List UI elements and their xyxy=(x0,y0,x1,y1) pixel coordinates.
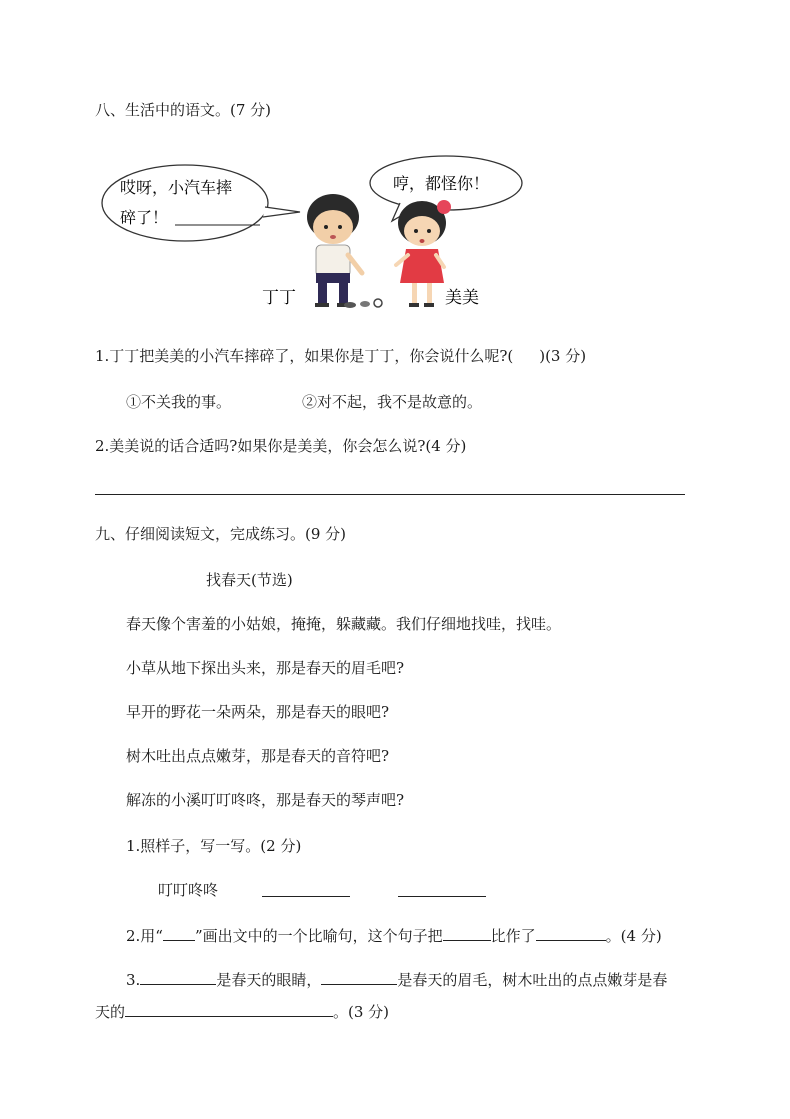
ex3-blank-2[interactable] xyxy=(321,970,397,985)
passage-paragraph-3: 早开的野花一朵两朵，那是春天的眼吧? xyxy=(126,703,390,721)
exercise1-blank-1[interactable] xyxy=(262,882,350,897)
boy-speech-bubble xyxy=(102,165,300,241)
dialogue-illustration xyxy=(100,155,530,315)
exercise2 xyxy=(126,926,662,946)
ex2-underline-sample xyxy=(163,926,195,941)
girl-name-label: 美美 xyxy=(445,288,479,308)
q1-option-1[interactable]: ①不关我的事。 xyxy=(126,393,232,411)
ex2-part2: ”画出文中的一个比喻句，这个句子把 xyxy=(194,927,443,945)
exercise3-line2 xyxy=(95,1002,389,1022)
ex2-part4: 。(4 分) xyxy=(605,927,662,945)
exercise3-line1 xyxy=(126,970,667,990)
ex3-part2: 是春天的眼睛， xyxy=(216,971,322,989)
ex2-part1: 2.用“ xyxy=(126,927,163,945)
q2-answer-line[interactable] xyxy=(95,494,685,495)
ex3-line2-part2: 。(3 分) xyxy=(333,1003,390,1021)
q1-text-end: )(3 分) xyxy=(539,347,587,365)
boy-figure xyxy=(307,194,362,307)
broken-toy-car xyxy=(344,299,382,308)
section8-question1 xyxy=(95,346,586,366)
ex2-blank-2[interactable] xyxy=(536,926,606,941)
ex3-blank-3[interactable] xyxy=(125,1002,333,1017)
passage-paragraph-4: 树木吐出点点嫩芽，那是春天的音符吧? xyxy=(126,747,390,765)
section9-heading: 九、仔细阅读短文，完成练习。(9 分) xyxy=(95,525,347,543)
ex3-line2-part1: 天的 xyxy=(95,1003,126,1021)
passage-paragraph-2: 小草从地下探出头来，那是春天的眉毛吧? xyxy=(126,659,405,677)
q1-text: 1.丁丁把美美的小汽车摔碎了，如果你是丁丁，你会说什么呢?( xyxy=(95,347,514,365)
ex3-part3: 是春天的眉毛，树木吐出的点点嫩芽是春 xyxy=(397,971,668,989)
ex3-part1: 3. xyxy=(126,971,141,989)
passage-paragraph-5: 解冻的小溪叮叮咚咚，那是春天的琴声吧? xyxy=(126,791,405,809)
exercise1-label: 1.照样子，写一写。(2 分) xyxy=(126,837,302,855)
boy-bubble-line2: 碎了！ xyxy=(120,208,169,227)
ex2-blank-1[interactable] xyxy=(443,926,491,941)
ex3-blank-1[interactable] xyxy=(140,970,216,985)
boy-bubble-line1: 哎呀，小汽车摔 xyxy=(120,178,233,197)
girl-bubble-text: 哼，都怪你！ xyxy=(393,174,490,193)
girl-figure xyxy=(396,200,451,307)
section8-question2: 2.美美说的话合适吗?如果你是美美，你会怎么说?(4 分) xyxy=(95,437,467,455)
boy-name-label: 丁丁 xyxy=(262,288,296,308)
ex2-part3: 比作了 xyxy=(490,927,536,945)
passage-paragraph-1: 春天像个害羞的小姑娘，掩掩，躲藏藏。我们仔细地找哇，找哇。 xyxy=(126,615,562,633)
exercise1-example: 叮叮咚咚 xyxy=(158,881,219,899)
passage-title: 找春天(节选) xyxy=(206,571,293,589)
section8-heading: 八、生活中的语文。(7 分) xyxy=(95,101,272,119)
exercise1-blank-2[interactable] xyxy=(398,882,486,897)
q1-option-2[interactable]: ②对不起，我不是故意的。 xyxy=(302,393,483,411)
